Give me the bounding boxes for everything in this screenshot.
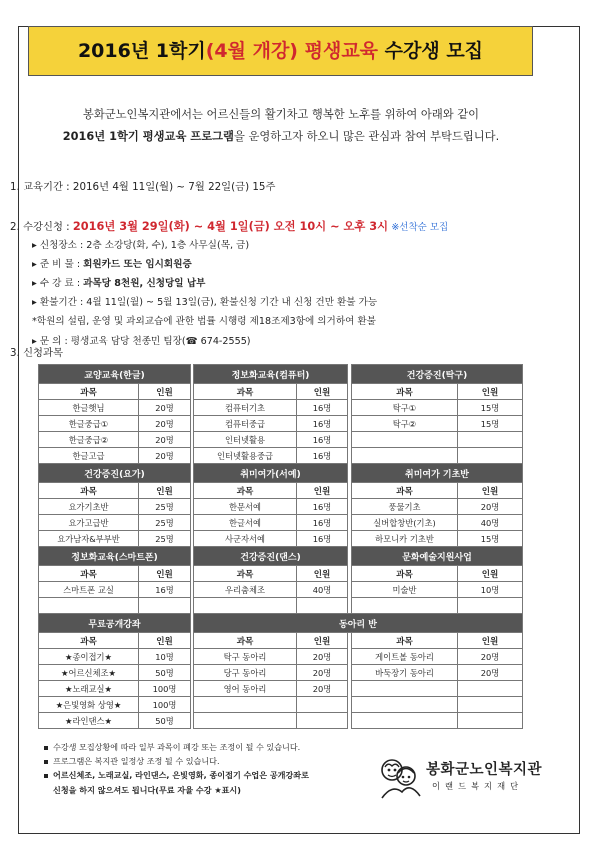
table-row xyxy=(39,448,523,464)
category-row xyxy=(39,547,523,566)
column-header-course: 과목 xyxy=(39,566,139,582)
registration-item-value: 2층 소강당(화, 수), 1층 사무실(목, 금) xyxy=(86,240,250,251)
column-header-count: 인원 xyxy=(458,384,523,400)
elderly-couple-icon xyxy=(376,754,422,800)
course-name: 영어 동아리 xyxy=(194,681,297,697)
table-row xyxy=(39,681,523,697)
intro-line2 xyxy=(22,126,540,148)
course-name: 우리춤체조 xyxy=(194,582,297,598)
course-name xyxy=(352,697,458,713)
table-row xyxy=(39,582,523,598)
table-row xyxy=(39,665,523,681)
course-name: 인터넷활용중급 xyxy=(194,448,297,464)
course-name: 탁구① xyxy=(352,400,458,416)
column-header-count: 인원 xyxy=(139,566,191,582)
course-count: 16명 xyxy=(297,531,348,547)
category-row xyxy=(39,464,523,483)
course-count: 15명 xyxy=(458,531,523,547)
course-count: 20명 xyxy=(139,432,191,448)
course-name: 한문서예 xyxy=(194,499,297,515)
course-count xyxy=(297,598,348,614)
course-count xyxy=(297,697,348,713)
course-name xyxy=(194,713,297,729)
course-count xyxy=(458,598,523,614)
course-name: 한글중급② xyxy=(39,432,139,448)
registration-item-value: 평생교육 담당 천종민 팀장(☎ 674-2555) xyxy=(70,336,251,347)
note-text: 어르신체조, 노래교실, 라인댄스, 은빛영화, 종이접기 수업은 공개강좌로 xyxy=(53,770,309,781)
registration-item-key: ▸ 준 비 물 : xyxy=(32,259,84,270)
course-name: 미술반 xyxy=(352,582,458,598)
table-row xyxy=(39,598,523,614)
course-count: 10명 xyxy=(139,649,191,665)
intro-text xyxy=(22,104,540,148)
column-header-course: 과목 xyxy=(194,633,297,649)
category-row xyxy=(39,365,523,384)
course-count: 20명 xyxy=(458,649,523,665)
course-name: 스마트폰 교실 xyxy=(39,582,139,598)
course-name: 요가남자&부부반 xyxy=(39,531,139,547)
column-header-course: 과목 xyxy=(352,633,458,649)
column-header-course: 과목 xyxy=(194,384,297,400)
column-header-count: 인원 xyxy=(139,384,191,400)
note-item xyxy=(44,768,374,782)
course-name: 요가기초반 xyxy=(39,499,139,515)
course-name: ★어르신체조★ xyxy=(39,665,139,681)
course-count: 16명 xyxy=(297,416,348,432)
course-count: 15명 xyxy=(458,416,523,432)
column-header-row xyxy=(39,566,523,582)
registration-item xyxy=(32,256,192,270)
table-row xyxy=(39,531,523,547)
category-header: 정보화교육(스마트폰) xyxy=(39,547,191,566)
course-count: 16명 xyxy=(297,448,348,464)
registration-item xyxy=(32,275,205,289)
course-count: 20명 xyxy=(139,448,191,464)
course-count xyxy=(458,432,523,448)
course-table xyxy=(38,364,523,729)
course-name: 한글서예 xyxy=(194,515,297,531)
notes-list xyxy=(44,740,374,797)
course-count: 50명 xyxy=(139,713,191,729)
intro-line2-rest: 을 운영하고자 하오니 많은 관심과 참여 부탁드립니다. xyxy=(233,130,500,143)
registration-item-key: ▸ 수 강 료 : xyxy=(32,278,84,289)
course-name: 바둑장기 동아리 xyxy=(352,665,458,681)
column-header-course: 과목 xyxy=(352,384,458,400)
registration-label: 2. 수강신청 : xyxy=(10,221,70,233)
column-header-count: 인원 xyxy=(458,633,523,649)
org-logo xyxy=(376,754,556,804)
course-count xyxy=(458,713,523,729)
course-count: 20명 xyxy=(458,499,523,515)
title-part2: (4월 개강) xyxy=(205,40,298,62)
course-name: 한글중급① xyxy=(39,416,139,432)
table-row xyxy=(39,713,523,729)
note-text: 프로그램은 복지관 일정상 조정 될 수 있습니다. xyxy=(53,756,220,767)
column-header-course: 과목 xyxy=(194,566,297,582)
course-count: 50명 xyxy=(139,665,191,681)
table-row xyxy=(39,697,523,713)
course-name: ★종이접기★ xyxy=(39,649,139,665)
registration-note: ※선착순 모집 xyxy=(391,222,449,233)
course-count: 20명 xyxy=(297,681,348,697)
course-name: ★노래교실★ xyxy=(39,681,139,697)
course-name: 당구 동아리 xyxy=(194,665,297,681)
registration-item xyxy=(32,333,251,347)
column-header-count: 인원 xyxy=(297,566,348,582)
course-name: ★라인댄스★ xyxy=(39,713,139,729)
course-count: 40명 xyxy=(458,515,523,531)
course-count: 25명 xyxy=(139,531,191,547)
registration-item-key: ▸ 환불기간 : xyxy=(32,297,87,308)
category-row xyxy=(39,614,523,633)
section-courses: 3. 신청과목 xyxy=(10,347,63,359)
bullet-icon xyxy=(44,760,48,764)
course-count: 20명 xyxy=(139,416,191,432)
section-registration xyxy=(10,218,448,234)
note-item xyxy=(44,754,374,768)
registration-item-value: 회원카드 또는 임시회원증 xyxy=(83,259,192,270)
course-name: 요가고급반 xyxy=(39,515,139,531)
registration-period: 2016년 3월 29일(화) ~ 4월 1일(금) 오전 10시 ~ 오후 3시 xyxy=(72,220,389,233)
category-header: 건강증진(요가) xyxy=(39,464,191,483)
category-header: 무료공개강좌 xyxy=(39,614,191,633)
column-header-course: 과목 xyxy=(39,483,139,499)
title-part3: 평생교육 xyxy=(304,40,379,62)
table-row xyxy=(39,515,523,531)
intro-line2-bold: 2016년 1학기 평생교육 프로그램 xyxy=(62,130,234,143)
course-name: 컴퓨터기초 xyxy=(194,400,297,416)
course-name: ★은빛영화 상영★ xyxy=(39,697,139,713)
category-header: 문화예술지원사업 xyxy=(352,547,523,566)
course-count: 16명 xyxy=(139,582,191,598)
course-name: 컴퓨터중급 xyxy=(194,416,297,432)
column-header-row xyxy=(39,384,523,400)
category-header: 건강증진(댄스) xyxy=(194,547,348,566)
course-name xyxy=(352,713,458,729)
course-name xyxy=(194,697,297,713)
column-header-count: 인원 xyxy=(458,483,523,499)
registration-item xyxy=(32,237,249,251)
org-tagline: 이랜드복지재단 xyxy=(432,781,524,791)
note-text: 신청을 하지 않으셔도 됩니다(무료 자율 수강 ★표시) xyxy=(53,784,241,795)
course-count: 100명 xyxy=(139,681,191,697)
course-count: 16명 xyxy=(297,499,348,515)
course-count: 16명 xyxy=(297,400,348,416)
table-row xyxy=(39,416,523,432)
course-name xyxy=(39,598,139,614)
category-header: 교양교육(한글) xyxy=(39,365,191,384)
course-count xyxy=(458,448,523,464)
course-name: 인터넷활용 xyxy=(194,432,297,448)
course-name: 탁구② xyxy=(352,416,458,432)
title-part1: 2016년 1학기 xyxy=(77,40,206,62)
course-count: 40명 xyxy=(297,582,348,598)
column-header-course: 과목 xyxy=(39,633,139,649)
course-count: 100명 xyxy=(139,697,191,713)
category-header: 취미여가(서예) xyxy=(194,464,348,483)
course-count: 20명 xyxy=(139,400,191,416)
column-header-count: 인원 xyxy=(139,633,191,649)
course-name: 게이트볼 동아리 xyxy=(352,649,458,665)
course-count xyxy=(297,713,348,729)
category-header: 건강증진(탁구) xyxy=(352,365,523,384)
course-name: 하모니카 기초반 xyxy=(352,531,458,547)
note-text: 수강생 모집상황에 따라 일부 과목이 폐강 또는 조정이 될 수 있습니다. xyxy=(53,742,301,752)
column-header-course: 과목 xyxy=(352,483,458,499)
course-count: 25명 xyxy=(139,515,191,531)
registration-item-value: *학원의 설립, 운영 및 과외교습에 관한 법률 시행령 제18조제3항에 의거하여 환불 xyxy=(32,316,376,327)
course-count xyxy=(458,697,523,713)
course-count: 20명 xyxy=(458,665,523,681)
course-name xyxy=(352,598,458,614)
bullet-icon xyxy=(44,746,48,750)
course-name xyxy=(352,432,458,448)
note-item xyxy=(44,740,374,754)
title-banner xyxy=(28,26,533,76)
column-header-count: 인원 xyxy=(139,483,191,499)
registration-item-value: 4월 11일(월) ~ 5월 13일(금), 환불신청 기간 내 신청 건만 환불 가능 xyxy=(86,297,378,308)
course-count: 20명 xyxy=(297,665,348,681)
registration-item xyxy=(32,294,377,308)
course-count xyxy=(458,681,523,697)
bullet-icon xyxy=(44,774,48,778)
column-header-count: 인원 xyxy=(458,566,523,582)
column-header-course: 과목 xyxy=(39,384,139,400)
course-name: 실버합창반(기초) xyxy=(352,515,458,531)
course-name: 탁구 동아리 xyxy=(194,649,297,665)
column-header-count: 인원 xyxy=(297,483,348,499)
category-header: 취미여가 기초반 xyxy=(352,464,523,483)
course-name xyxy=(352,681,458,697)
course-count: 25명 xyxy=(139,499,191,515)
course-name: 사군자서예 xyxy=(194,531,297,547)
note-item xyxy=(44,783,374,797)
course-count: 15명 xyxy=(458,400,523,416)
registration-item-key: ▸ 신청장소 : xyxy=(32,240,87,251)
course-name: 한글햇님 xyxy=(39,400,139,416)
table-row xyxy=(39,649,523,665)
registration-item-key: ▸ 문 의 : xyxy=(32,336,71,347)
intro-line1: 봉화군노인복지관에서는 어르신들의 활기차고 행복한 노후를 위하여 아래와 같이 xyxy=(82,108,480,121)
registration-item xyxy=(32,313,376,327)
course-count: 16명 xyxy=(297,515,348,531)
category-header: 정보화교육(컴퓨터) xyxy=(194,365,348,384)
column-header-course: 과목 xyxy=(352,566,458,582)
column-header-row xyxy=(39,633,523,649)
column-header-count: 인원 xyxy=(297,384,348,400)
table-row xyxy=(39,432,523,448)
column-header-count: 인원 xyxy=(297,633,348,649)
course-count xyxy=(139,598,191,614)
course-name: 풍물기초 xyxy=(352,499,458,515)
column-header-row xyxy=(39,483,523,499)
org-name: 봉화군노인복지관 xyxy=(426,762,543,778)
course-count: 16명 xyxy=(297,432,348,448)
table-row xyxy=(39,499,523,515)
column-header-course: 과목 xyxy=(194,483,297,499)
registration-item-value: 과목당 8천원, 신청당일 납부 xyxy=(83,278,206,289)
course-name xyxy=(194,598,297,614)
table-row xyxy=(39,400,523,416)
section-period: 1. 교육기간 : 2016년 4월 11일(월) ~ 7월 22일(금) 15주 xyxy=(10,181,276,193)
title-part4: 수강생 모집 xyxy=(384,40,484,62)
course-count: 20명 xyxy=(297,649,348,665)
course-count: 10명 xyxy=(458,582,523,598)
category-header: 동아리 반 xyxy=(194,614,523,633)
course-name xyxy=(352,448,458,464)
course-name: 한글고급 xyxy=(39,448,139,464)
